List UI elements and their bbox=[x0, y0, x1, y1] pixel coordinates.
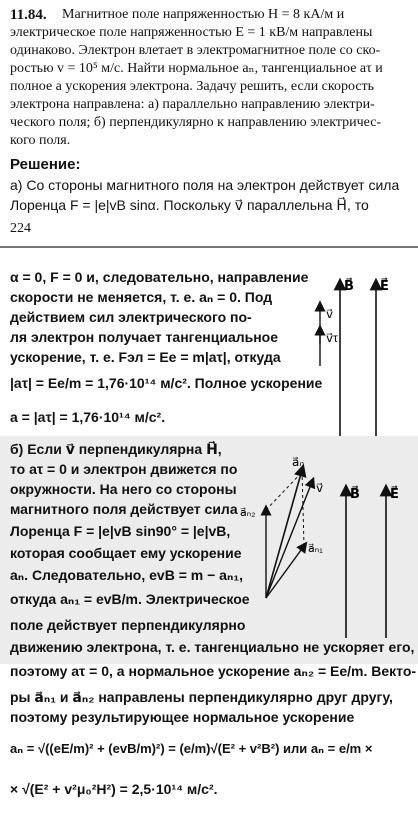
problem-line-4: ростью v = 10⁵ м/с. Найти нормальное aₙ, тангенциальное aτ и bbox=[10, 61, 383, 76]
part-b-line-5: Лоренца F = |e|vB sin90° = |e|vB, bbox=[10, 523, 231, 539]
block2-line-1: α = 0, F = 0 и, следовательно, направление bbox=[10, 269, 309, 285]
problem-number: 11.84. bbox=[10, 7, 47, 23]
page-number: 224 bbox=[10, 221, 31, 236]
problem-line-1: Магнитное поле напряженностью H = 8 кА/м и bbox=[62, 7, 345, 22]
label-an: a⃗ₙ bbox=[292, 455, 305, 469]
part-b-line-4: магнитного поля действует сила bbox=[10, 501, 238, 517]
problem-line-7: ческого поля; б) перпендикулярно к направлению электричес- bbox=[10, 115, 382, 130]
label-b: B⃗ bbox=[344, 278, 354, 293]
formula-last: × √(E² + v²μ₀²H²) = 2,5·10¹⁴ м/с². bbox=[10, 781, 218, 797]
label-v: v⃗ bbox=[326, 307, 334, 321]
an-arrow bbox=[266, 470, 302, 598]
label-e: E⃗ bbox=[380, 278, 389, 293]
label-an2: a⃗ₙ₂ bbox=[240, 507, 256, 519]
part-b-line-3: окружности. На него со стороны bbox=[10, 481, 237, 497]
part-b-line-6: которая сообщает ему ускорение bbox=[10, 545, 242, 561]
velocity-b-arrow bbox=[266, 482, 312, 598]
problem-line-5: полное a ускорения электрона. Задачу решить, если скорость bbox=[10, 79, 375, 94]
label-b-2: B⃗ bbox=[350, 486, 360, 501]
part-b-line-9: поле действует перпендикулярно bbox=[10, 617, 246, 633]
part-a-line-1: а) Со стороны магнитного поля на электрон действует сила bbox=[10, 177, 400, 193]
formula-an: aₙ = √((eE/m)² + (evB/m)²) = (e/m)√(E² + v²B²) или aₙ = e/m × bbox=[10, 741, 373, 756]
part-b-line-10: движению электрона, т. е. тангенциально не ускоряет его, bbox=[10, 639, 415, 655]
label-e-2: E⃗ bbox=[390, 486, 399, 501]
part-b-line-2: то aτ = 0 и электрон движется по bbox=[10, 461, 238, 477]
label-v-b: v⃗ bbox=[316, 481, 324, 495]
part-b-line-12: ры a⃗ₙ₁ и a⃗ₙ₂ направлены перпендикулярно друг другу, bbox=[10, 689, 393, 705]
part-b-line-7: aₙ. Следовательно, evB = m − aₙ₁, bbox=[10, 567, 244, 583]
formula-a-tau: |aτ| = Ee/m = 1,76·10¹⁴ м/с². Полное ускорение bbox=[10, 375, 323, 391]
part-b-line-8: откуда aₙ₁ = evB/m. Электрическое bbox=[10, 591, 250, 607]
block2-line-2: скорости не меняется, т. е. aₙ = 0. Под bbox=[10, 289, 273, 305]
part-b-line-13: поэтому результирующее нормальное ускорение bbox=[10, 709, 355, 725]
parallelogram-dash-1 bbox=[266, 470, 304, 510]
part-b-line-1: б) Если v⃗ перпендикулярна H⃗, bbox=[10, 441, 222, 457]
formula-a-total: a = |aτ| = 1,76·10¹⁴ м/с². bbox=[10, 409, 166, 425]
problem-line-8: кого поля. bbox=[10, 133, 71, 148]
part-a-line-2: Лоренца F = |e|vB sinα. Поскольку v⃗ параллельна H⃗, то bbox=[10, 197, 369, 213]
problem-line-3: одинаково. Электрон влетает в электромагнитное поле со ско- bbox=[10, 43, 381, 58]
label-v-tau: v⃗τ bbox=[326, 331, 338, 345]
block2-line-5: ускорение, т. е. Fэл = Ee = m|aτ|, откуда bbox=[10, 349, 281, 365]
block2-line-4: ля электрон получает тангенциальное bbox=[10, 329, 279, 345]
problem-line-2: электрическое поле напряженностью E = 1 кВ/м направлены bbox=[10, 25, 373, 40]
part-b-line-11: поэтому aτ = 0, а нормальное ускорение aₙ₂ = Ee/m. Векто- bbox=[10, 663, 417, 679]
page-divider bbox=[0, 246, 418, 248]
block2-line-3: действием сил электрического по- bbox=[10, 309, 252, 325]
an1-arrow bbox=[266, 546, 304, 598]
problem-line-6: электрона направлена: а) параллельно направлению электри- bbox=[10, 97, 375, 112]
solution-heading: Решение: bbox=[10, 156, 81, 173]
label-an1: a⃗ₙ₁ bbox=[308, 543, 323, 555]
diagram-perpendicular bbox=[236, 440, 412, 640]
diagram-parallel-fields bbox=[300, 262, 410, 442]
